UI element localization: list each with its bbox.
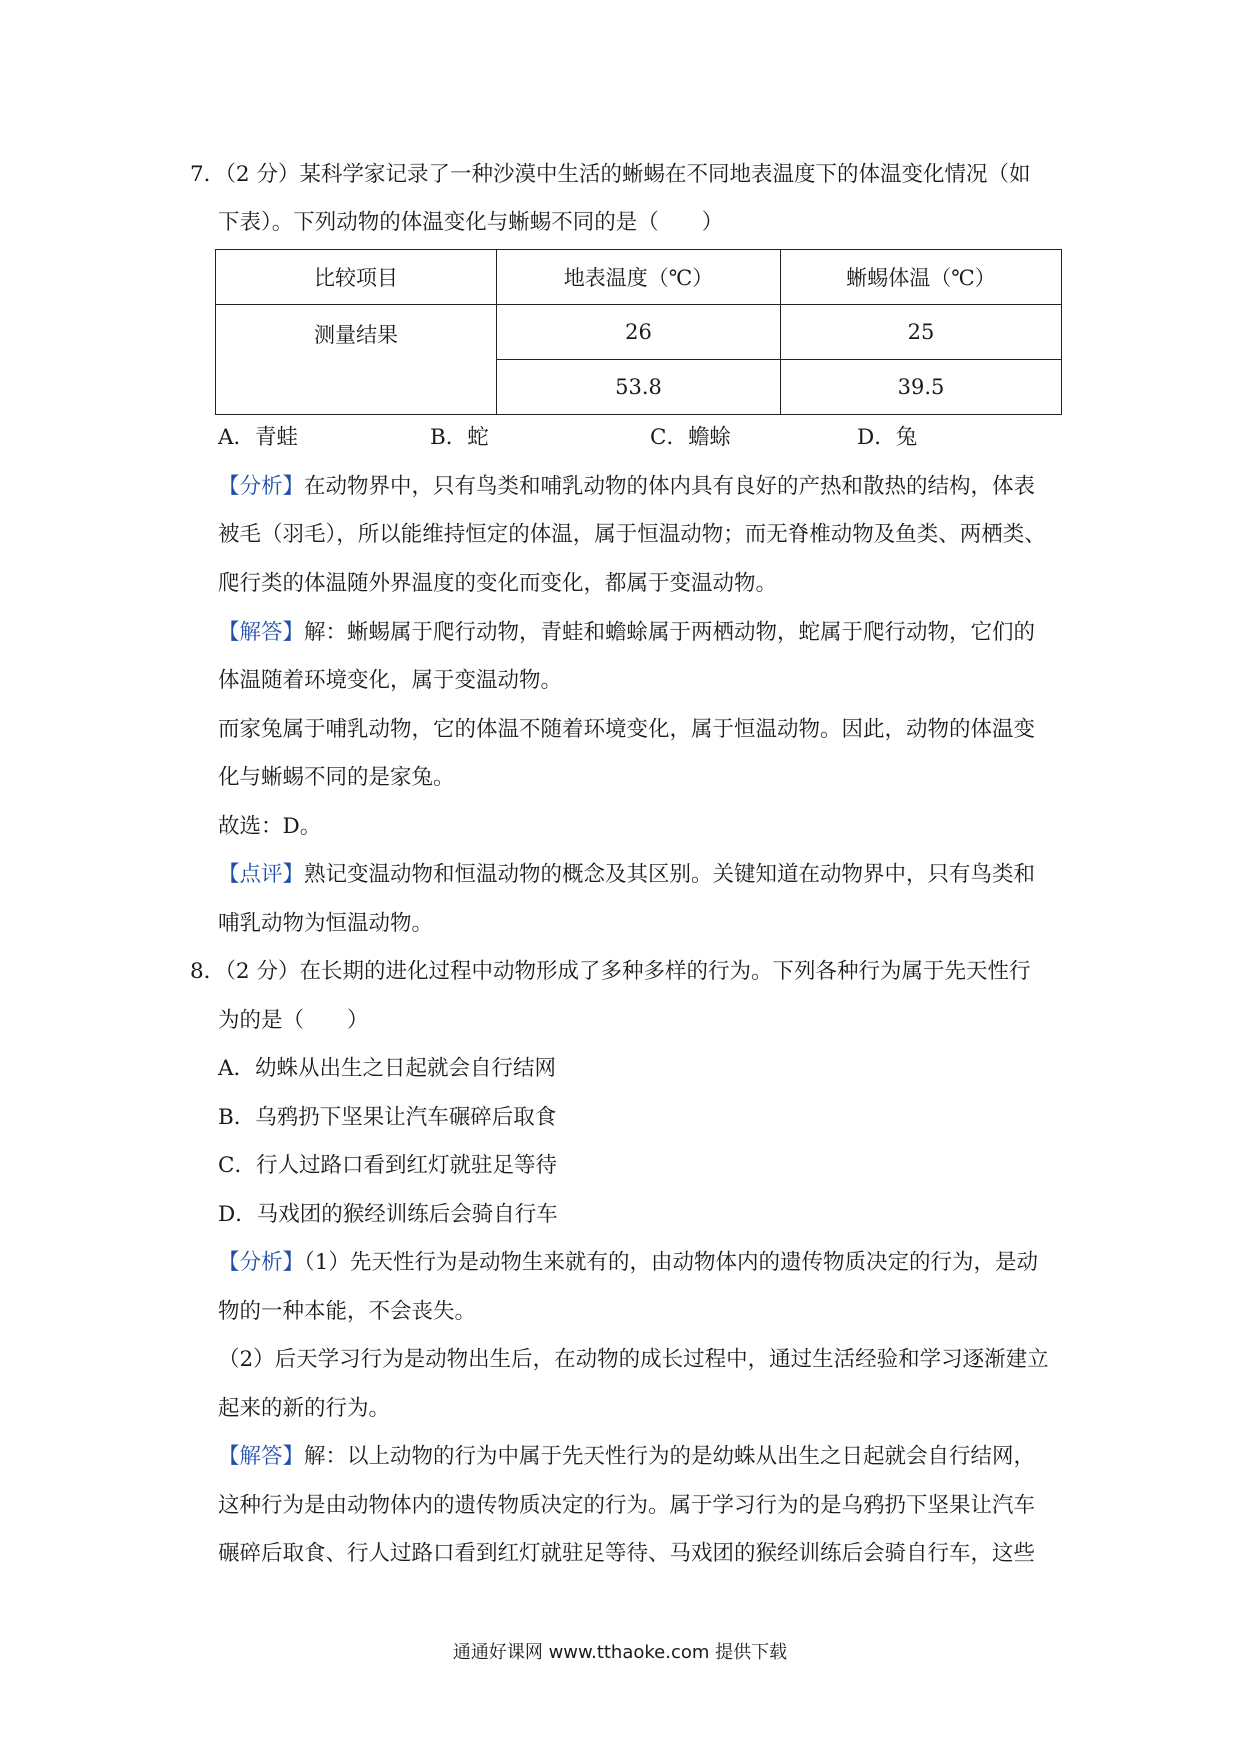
q8-analysis-line-3: （2）后天学习行为是动物出生后，在动物的成长过程中，通过生活经验和学习逐渐建立 [218, 1347, 1049, 1372]
q7-stem-line-2: 下表）。下列动物的体温变化与蜥蜴不同的是（ ） [218, 210, 724, 235]
q8-analysis-line-2: 物的一种本能，不会丧失。 [218, 1299, 477, 1324]
q8-answer-line-3: 碾碎后取食、行人过路口看到红灯就驻足等待、马戏团的猴经训练后会骑自行车，这些 [218, 1541, 1036, 1566]
q7-comment-line-1 [218, 860, 1035, 890]
table-cell: 53.8 [497, 360, 781, 415]
analysis-tag: 【分析】 [218, 1250, 305, 1275]
q8-option-d: D．马戏团的猴经训练后会骑自行车 [218, 1202, 558, 1227]
table-cell: 26 [497, 305, 781, 360]
table-row-label: 测量结果 [216, 305, 497, 415]
q8-stem-line-1: 8．（2 分）在长期的进化过程中动物形成了多种多样的行为。下列各种行为属于先天性行 [190, 959, 1031, 984]
table-header-cell: 地表温度（℃） [497, 250, 781, 305]
q8-option-c: C．行人过路口看到红灯就驻足等待 [218, 1153, 557, 1178]
q7-answer-line-3: 而家兔属于哺乳动物，它的体温不随着环境变化，属于恒温动物。因此，动物的体温变 [218, 717, 1036, 742]
q7-choice: 故选：D。 [218, 814, 322, 839]
q7-answer-line-1 [218, 618, 1035, 648]
q8-answer-line-2: 这种行为是由动物体内的遗传物质决定的行为。属于学习行为的是乌鸦扔下坚果让汽车 [218, 1493, 1036, 1518]
table-header-row [216, 250, 1062, 305]
answer-text: 解：蜥蜴属于爬行动物，青蛙和蟾蜍属于两栖动物，蛇属于爬行动物，它们的 [304, 620, 1036, 645]
q8-analysis-line-1 [218, 1248, 1038, 1278]
table-row [216, 305, 1062, 360]
q7-data-table [215, 249, 1062, 415]
q7-stem-line-1: 7．（2 分）某科学家记录了一种沙漠中生活的蜥蜴在不同地表温度下的体温变化情况（如 [190, 162, 1031, 187]
q7-answer-line-2: 体温随着环境变化，属于变温动物。 [218, 668, 563, 693]
answer-tag: 【解答】 [218, 620, 305, 645]
q8-analysis-line-4: 起来的新的行为。 [218, 1396, 391, 1421]
q7-option-c: C．蟾蜍 [650, 425, 731, 450]
q7-comment-line-2: 哺乳动物为恒温动物。 [218, 911, 434, 936]
comment-text: 熟记变温动物和恒温动物的概念及其区别。关键知道在动物界中，只有鸟类和 [304, 862, 1036, 887]
answer-tag: 【解答】 [218, 1444, 305, 1469]
answer-text: 解：以上动物的行为中属于先天性行为的是幼蛛从出生之日起就会自行结网， [304, 1444, 1036, 1469]
analysis-text: 在动物界中，只有鸟类和哺乳动物的体内具有良好的产热和散热的结构，体表 [304, 474, 1036, 499]
q7-option-d: D．兔 [857, 425, 918, 450]
comment-tag: 【点评】 [218, 862, 305, 887]
q8-option-b: B．乌鸦扔下坚果让汽车碾碎后取食 [218, 1105, 557, 1130]
q8-option-a: A．幼蛛从出生之日起就会自行结网 [218, 1056, 557, 1081]
table-header-cell: 蜥蜴体温（℃） [781, 250, 1062, 305]
q7-analysis-line-3: 爬行类的体温随外界温度的变化而变化，都属于变温动物。 [218, 571, 778, 596]
table-cell: 39.5 [781, 360, 1062, 415]
table-cell: 25 [781, 305, 1062, 360]
q7-option-a: A．青蛙 [218, 425, 299, 450]
q8-answer-line-1 [218, 1442, 1035, 1472]
footer-watermark: 通通好课网 www.tthaoke.com 提供下载 [452, 1642, 788, 1663]
analysis-text: （1）先天性行为是动物生来就有的，由动物体内的遗传物质决定的行为，是动 [304, 1250, 1038, 1275]
q7-option-b: B．蛇 [430, 425, 489, 450]
q7-analysis-line-2: 被毛（羽毛），所以能维持恒定的体温，属于恒温动物；而无脊椎动物及鱼类、两栖类、 [218, 522, 1046, 547]
analysis-tag: 【分析】 [218, 474, 305, 499]
q7-answer-line-4: 化与蜥蜴不同的是家兔。 [218, 765, 455, 790]
q7-analysis-line-1 [218, 472, 1035, 502]
q8-stem-line-2: 为的是（ ） [218, 1008, 369, 1033]
table-header-cell: 比较项目 [216, 250, 497, 305]
